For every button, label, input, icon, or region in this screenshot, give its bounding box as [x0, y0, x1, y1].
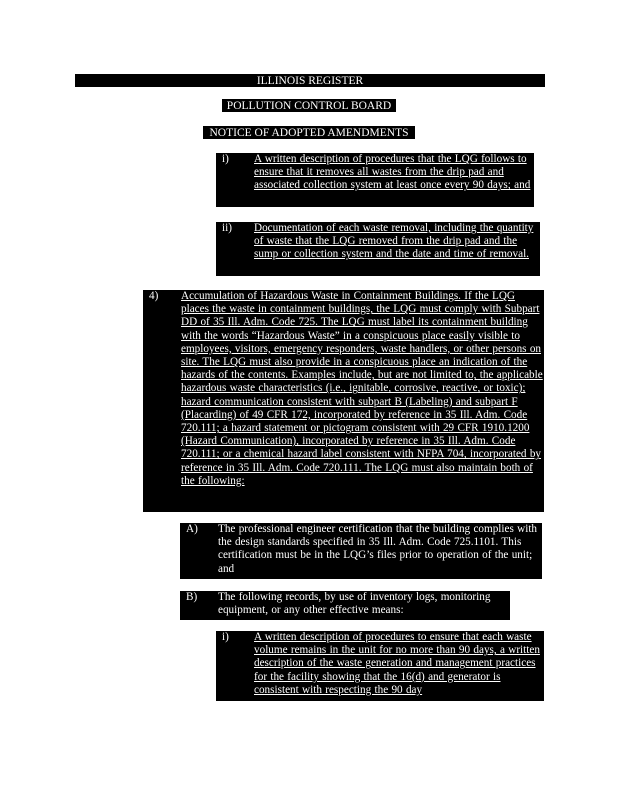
board-heading: POLLUTION CONTROL BOARD: [222, 99, 396, 112]
item-text: A written description of procedures that the LQG follows to ensure that it removes all wastes from the drip pad and associated collection system at least once every 90 days; and: [254, 153, 531, 192]
subitem-ii-documentation: [216, 222, 540, 276]
item-label: 4): [149, 290, 159, 302]
item-label: A): [186, 523, 198, 535]
item-label: i): [222, 631, 229, 643]
subitem-b-records: [180, 591, 510, 620]
item-label: i): [222, 153, 229, 165]
item-text: Documentation of each waste removal, including the quantity of waste that the LQG removed from the drip pad and the sump or collection system and the date and time of removal.: [254, 222, 534, 261]
item-text: The professional engineer certification that the building complies with the design standards specified in 35 Ill. Adm. Code 725.1101. This certification must be in the LQG’s files prior to operation of the unit; and: [218, 523, 538, 575]
item-label: B): [186, 591, 198, 603]
item-label: ii): [222, 222, 232, 234]
notice-heading: NOTICE OF ADOPTED AMENDMENTS: [203, 126, 415, 139]
subitem-a-certification: [180, 523, 542, 579]
subitem-i-drip-pad: [216, 153, 534, 207]
item-text: The following records, by use of inventory logs, monitoring equipment, or any other effective means:: [218, 591, 491, 617]
item-text: Accumulation of Hazardous Waste in Containment Buildings. If the LQG places the waste in containment buildings, the LQG must comply with Subpart DD of 35 Ill. Adm. Code 725. The LQG must label its containment building with the words “Hazardous Waste” in a conspicuous place easily visible to employees, visitors, emergency responders, waste handlers, or other persons on site. The LQG must also provide in a conspicuous place an indication of the hazards of the contents. Examples include, but are not limited to, the applicable hazardous waste characteristics (i.e., ignitable, corrosive, reactive, or toxic); hazard communication consistent with subpart B (Labeling) and subpart F (Placarding) of 49 CFR 172, incorporated by reference in 35 Ill. Adm. Code 720.111; a hazard statement or pictogram consistent with 29 CFR 1910.1200 (Hazard Communication), incorporated by reference in 35 Ill. Adm. Code 720.111; or a chemical hazard label consistent with NFPA 704, incorporated by reference in 35 Ill. Adm. Code 720.111. The LQG must also maintain both of the following:: [181, 290, 543, 487]
item-text: A written description of procedures to ensure that each waste volume remains in the unit for no more than 90 days, a written description of the waste generation and management practices for the facility showing that the 16(d) and generator is consistent with respecting the 90 day: [254, 631, 540, 696]
item-4-containment-buildings: [143, 290, 544, 512]
subitem-i-written-description: [216, 631, 544, 701]
register-heading: ILLINOIS REGISTER: [75, 74, 545, 87]
